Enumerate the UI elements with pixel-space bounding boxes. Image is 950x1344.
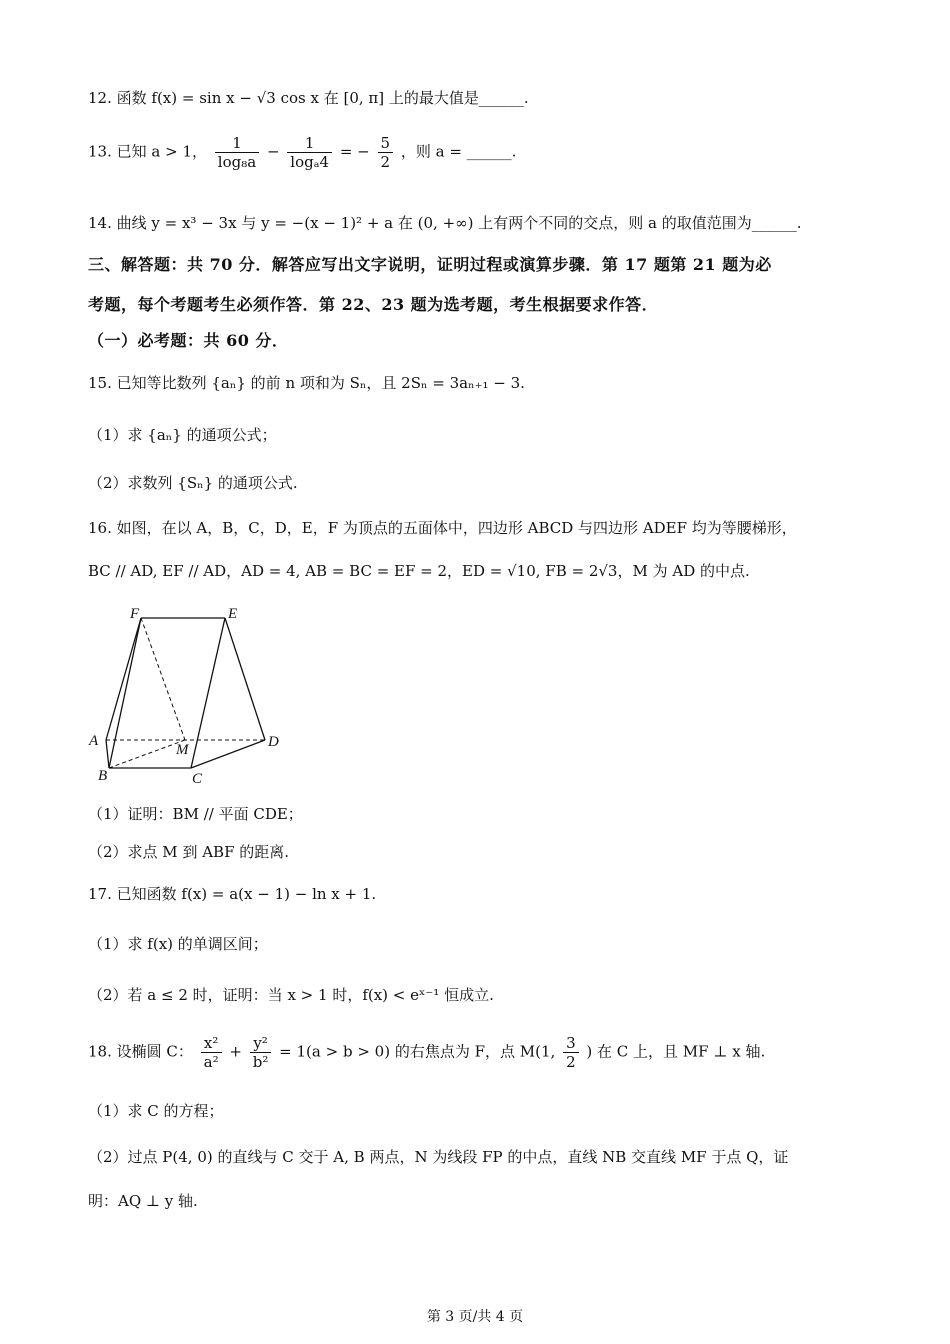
question-16-part-1: （1）证明：BM // 平面 CDE； [88,805,303,823]
section-3-heading-line-1: 三、解答题：共 70 分．解答应写出文字说明，证明过程或演算步骤．第 17 题第 21 题为必 [88,255,772,274]
label-E: E [228,606,238,622]
label-D: D [268,734,279,750]
edge-BM-hidden [109,740,185,768]
edge-AB [106,740,109,768]
q18-fraction-m: $\frac{3}{2}$ [563,1034,579,1071]
question-16-line-1: 16. 如图，在以 A，B，C，D，E，F 为顶点的五面体中，四边形 ABCD 与四边形 ADEF 均为等腰梯形， [88,519,797,537]
edge-FB [109,618,141,768]
q18-suffix: ) 在 C 上，且 MF ⊥ x 轴. [586,1042,766,1061]
question-15-part-2: （2）求数列 {Sₙ} 的通项公式. [88,474,298,492]
label-F: F [130,606,140,622]
edge-FA [106,618,141,740]
label-M: M [176,742,189,758]
q13-suffix: ，则 a = ______. [400,142,517,161]
edge-CD [191,740,265,768]
question-15-stem: 15. 已知等比数列 {aₙ} 的前 n 项和为 Sₙ，且 2Sₙ = 3aₙ₊₁ − 3. [88,374,525,392]
pentahedron-figure [84,600,294,790]
question-18-part-1: （1）求 C 的方程； [88,1102,224,1120]
q13-fraction-2: $\frac{1}{\text{logₐ4}}$ [287,134,332,171]
question-16-line-2: BC // AD, EF // AD，AD = 4, AB = BC = EF = 2，ED = √10, FB = 2√3，M 为 AD 的中点. [88,562,750,580]
q13-fraction-3: $\frac{5}{2}$ [378,134,394,171]
question-17-part-1: （1）求 f(x) 的单调区间； [88,935,268,953]
q18-fraction-x: $\frac{\text{x²}}{\text{a²}}$ [201,1034,222,1071]
q18-fraction-y: $\frac{\text{y²}}{\text{b²}}$ [250,1034,272,1071]
q18-prefix: 18. 设椭圆 C： [88,1042,193,1061]
question-15-part-1: （1）求 {aₙ} 的通项公式； [88,426,277,444]
q13-minus: − [266,142,280,161]
label-C: C [192,771,203,787]
question-16-part-2: （2）求点 M 到 ABF 的距离. [88,843,290,861]
question-12: 12. 函数 f(x) = sin x − √3 cos x 在 [0, π] 上的最大值是______. [88,89,529,107]
label-A: A [89,733,99,749]
question-18-part-2-line-2: 明：AQ ⊥ y 轴. [88,1192,198,1210]
section-3-subheading: （一）必考题：共 60 分． [88,331,289,350]
question-14: 14. 曲线 y = x³ − 3x 与 y = −(x − 1)² + a 在 (0, +∞) 上有两个不同的交点，则 a 的取值范围为______. [88,214,802,232]
question-18-stem [88,1034,765,1071]
edge-FM-hidden [141,618,185,740]
q18-plus: + [229,1042,242,1061]
question-17-part-2: （2）若 a ≤ 2 时，证明：当 x > 1 时，f(x) < eˣ⁻¹ 恒成立. [88,986,494,1004]
q13-fraction-1: $\frac{1}{\text{log₈a}}$ [215,134,259,171]
edge-ED [225,618,265,740]
question-18-part-2-line-1: （2）过点 P(4, 0) 的直线与 C 交于 A, B 两点，N 为线段 FP 的中点，直线 NB 交直线 MF 于点 Q，证 [88,1148,789,1166]
q13-prefix: 13. 已知 a > 1， [88,142,207,161]
q18-mid: = 1(a > b > 0) 的右焦点为 F，点 M(1, [279,1042,556,1061]
question-17-stem: 17. 已知函数 f(x) = a(x − 1) − ln x + 1. [88,885,377,903]
section-3-heading-line-2: 考题，每个考题考生必须作答．第 22、23 题为选考题，考生根据要求作答． [88,295,659,314]
page-footer: 第 3 页/共 4 页 [426,1309,524,1325]
label-B: B [98,768,108,784]
question-13 [88,134,516,171]
edge-EC [191,618,225,768]
q13-equals: = − [339,142,370,161]
